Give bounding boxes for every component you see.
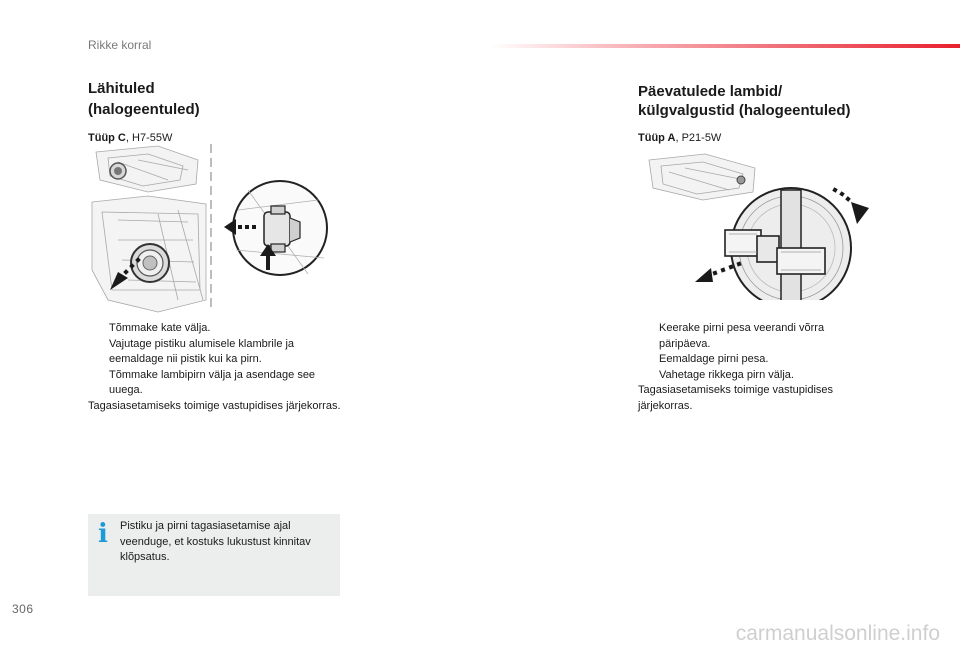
info-note — [88, 514, 340, 596]
header-accent-bar — [490, 44, 960, 48]
left-column — [88, 78, 348, 144]
instruction-step: Vajutage pistiku alumisele klambrile ja eemaldage nii pistik kui ka pirn. — [109, 337, 295, 365]
right-type-label: Tüüp A — [638, 132, 676, 144]
closing-text: Tagasiasetamiseks toimige vastupidises järjekorras. — [88, 399, 341, 412]
instruction-step: Tõmmake lambipirn välja ja asendage see uuega. — [109, 368, 316, 396]
right-bulb-type — [638, 132, 908, 144]
left-type-value: , H7-55W — [125, 132, 173, 144]
info-icon: i — [98, 519, 108, 549]
left-instructions — [88, 321, 343, 414]
right-column — [638, 82, 908, 144]
left-type-label: Tüüp C — [88, 132, 126, 144]
note-text: Pistiku ja pirni tagasiasetamise ajal veenduge, et kostuks lukustust kinnitav klõpsatus. — [120, 520, 311, 563]
instruction-step: Tõmmake kate välja. — [109, 322, 211, 334]
watermark: carmanualsonline.info — [735, 622, 940, 645]
left-section-title: Lähituled (halogeentuled) — [88, 80, 200, 118]
right-type-value: , P21-5W — [675, 132, 722, 144]
page-number: 306 — [12, 602, 34, 616]
daylight-lamp-illustration — [645, 150, 875, 300]
right-section-title: Päevatulede lambid/ külgvalgustid (halogeentuled) — [638, 83, 851, 119]
section-label: Rikke korral — [88, 38, 152, 52]
instruction-step: Keerake pirni pesa veerandi võrra päripäeva. — [659, 322, 825, 350]
instruction-step: Eemaldage pirni pesa. — [659, 353, 769, 365]
closing-text: Tagasiasetamiseks toimige vastupidises järjekorras. — [638, 384, 834, 412]
instruction-step: Vahetage rikkega pirn välja. — [659, 368, 794, 381]
right-instructions — [638, 321, 878, 414]
headlamp-illustration — [88, 140, 338, 315]
